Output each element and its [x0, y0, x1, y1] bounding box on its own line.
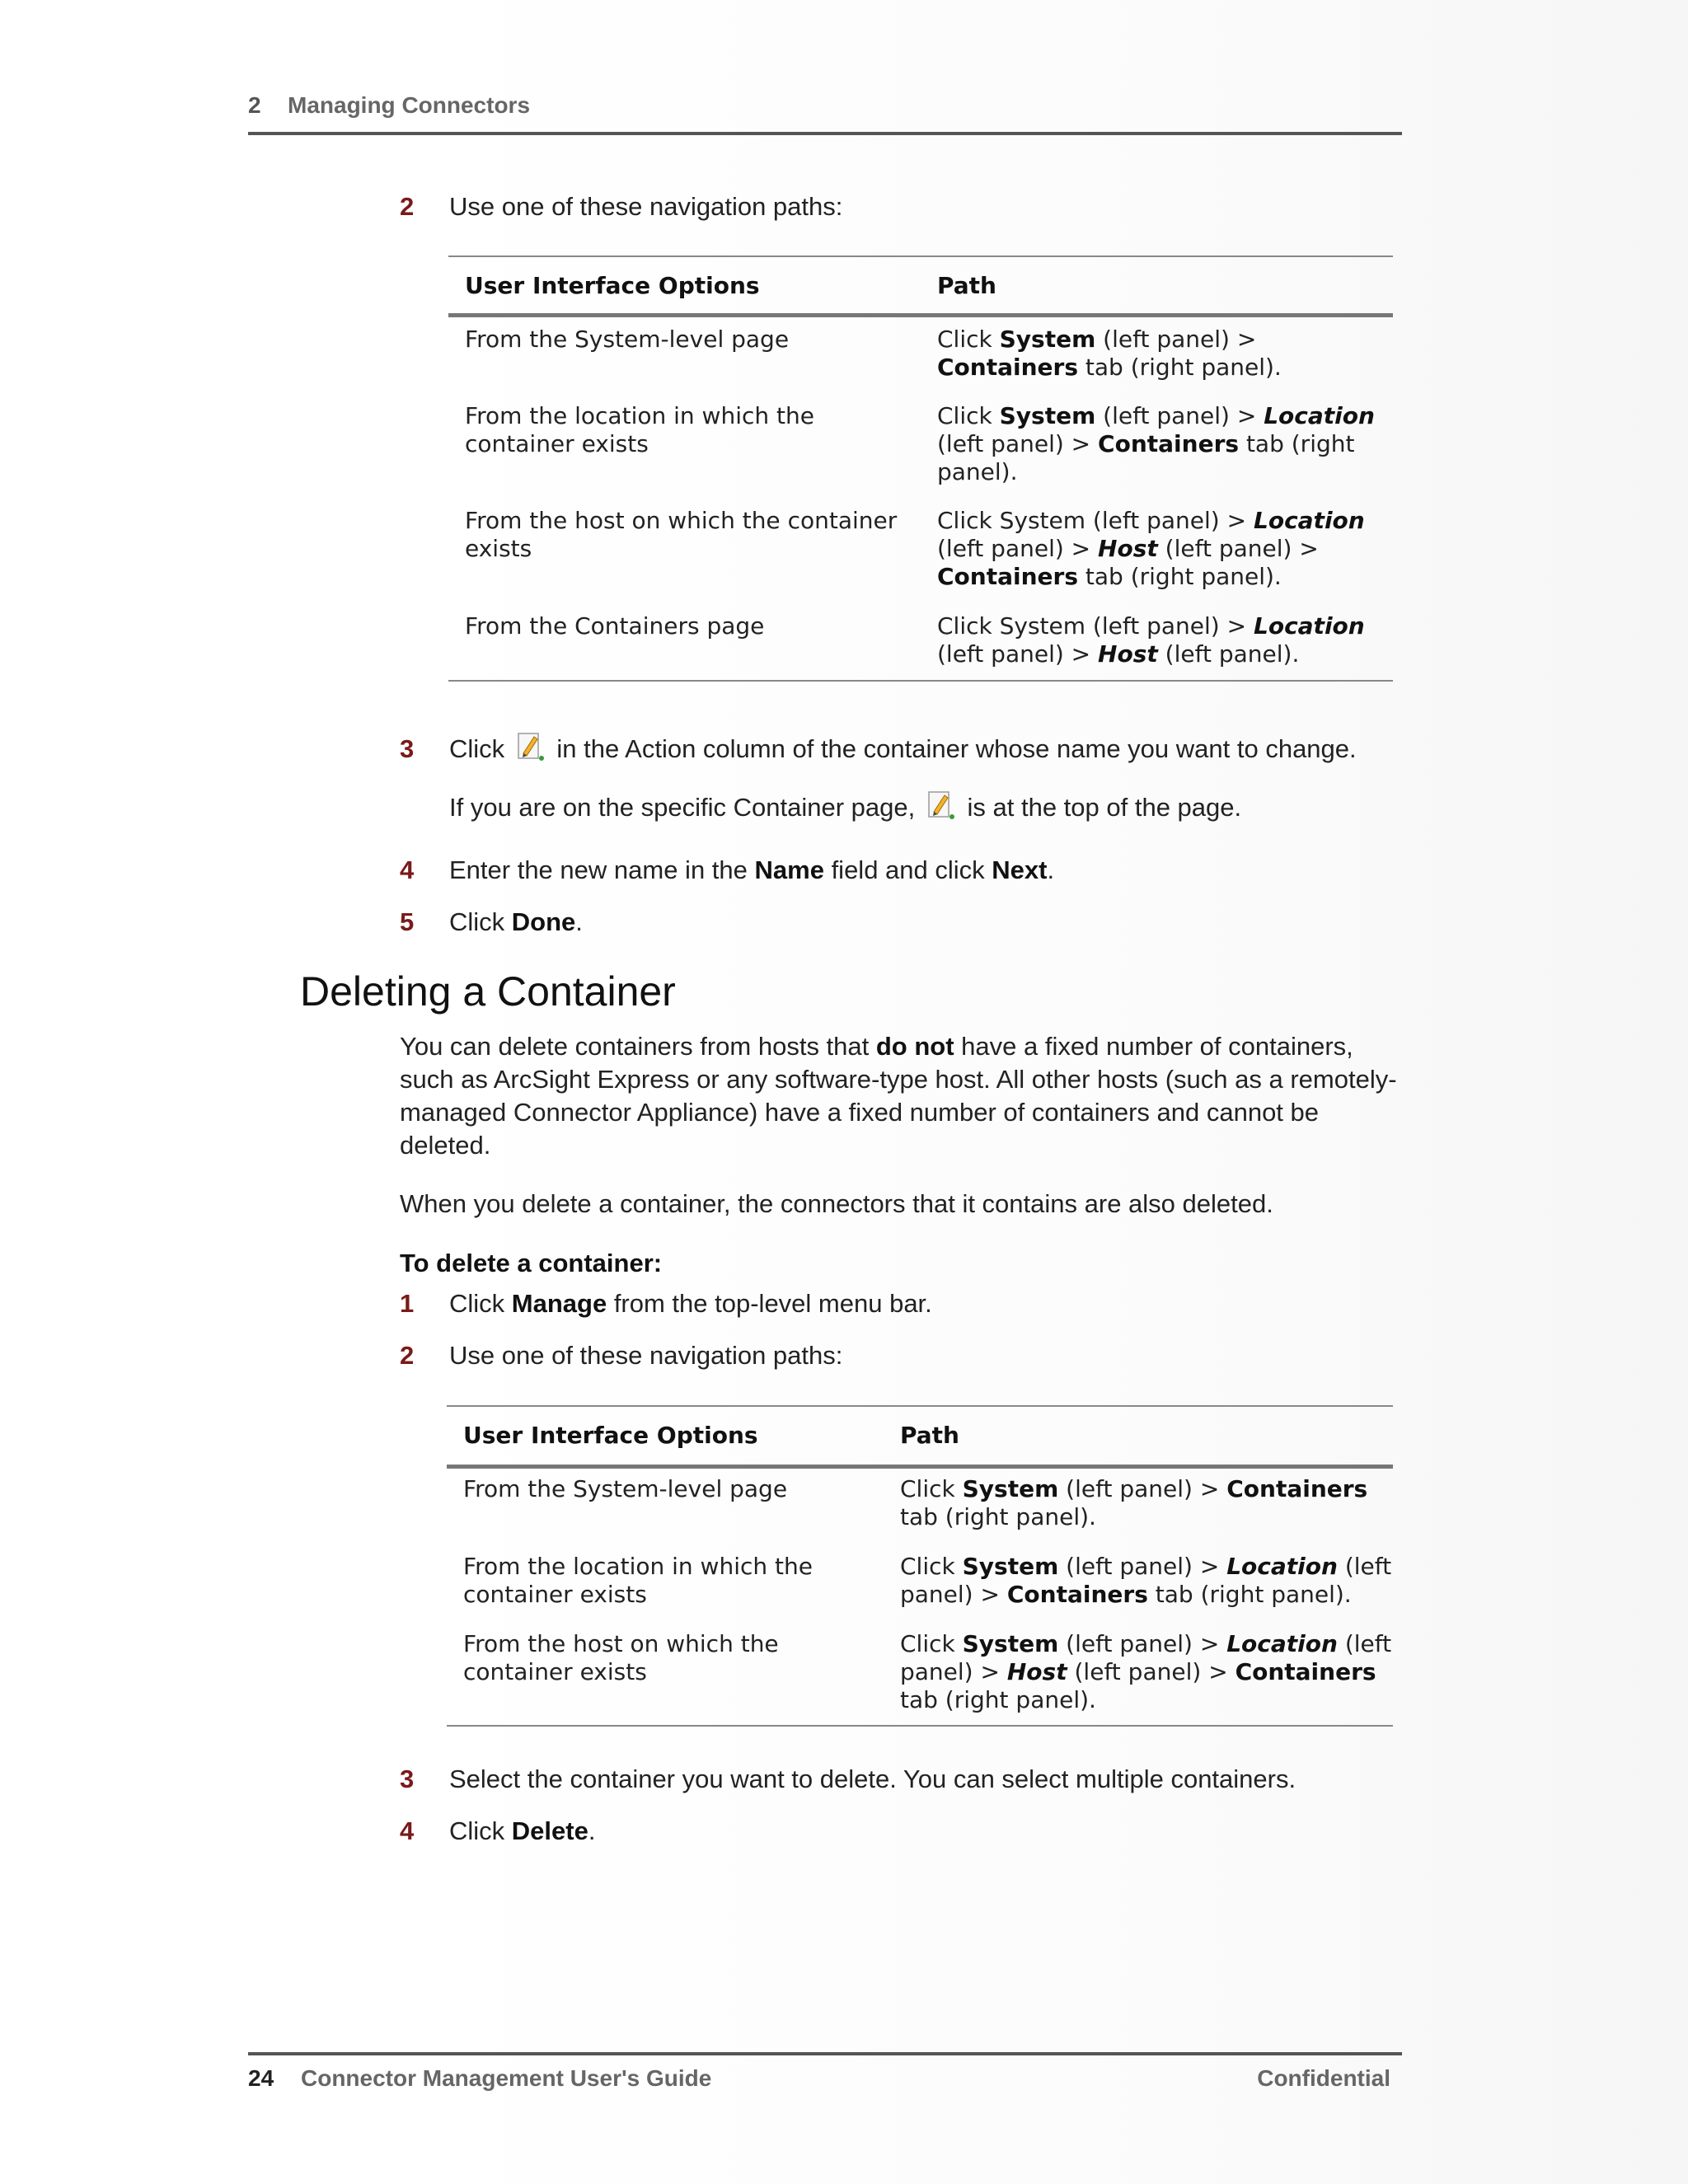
guide-title: Connector Management User's Guide — [301, 2065, 712, 2091]
step-number: 4 — [400, 855, 415, 884]
step-text: Use one of these navigation paths: — [449, 1341, 843, 1370]
table-top-rule — [448, 255, 1393, 257]
step-number: 2 — [400, 1341, 415, 1370]
table-row-3-path: Click System (left panel) > Location (left panel) > Host (left panel) > Containers tab (right panel). — [937, 507, 1365, 590]
step-number: 3 — [400, 1765, 415, 1793]
table-header-path: Path — [900, 1422, 959, 1449]
table-row-1-option: From the System-level page — [463, 1475, 788, 1502]
step-number: 2 — [400, 192, 415, 221]
table-bottom-rule — [448, 680, 1393, 682]
navigation-table-delete — [447, 1405, 1393, 1728]
edit-pencil-icon[interactable] — [927, 790, 955, 822]
navigation-table-rename — [448, 255, 1393, 684]
step-number: 3 — [400, 734, 415, 763]
table-bottom-rule — [447, 1725, 1393, 1727]
table-row-4-path: Click System (left panel) > Location (left panel) > Host (left panel). — [937, 612, 1365, 668]
confidential-label: Confidential — [1257, 2065, 1390, 2091]
chapter-number: 2 — [248, 92, 261, 118]
table-row-3-option: From the host on which the container exists — [463, 1630, 779, 1685]
table-row-1-path: Click System (left panel) > Containers tab (right panel). — [937, 326, 1282, 381]
page-number: 24 — [248, 2065, 274, 2091]
table-header-options: User Interface Options — [463, 1422, 758, 1449]
step-text-post: in the Action column of the container whose name you want to change. — [556, 734, 1357, 763]
step-number: 4 — [400, 1816, 415, 1845]
procedure-heading: To delete a container: — [400, 1249, 663, 1277]
table-top-rule — [447, 1405, 1393, 1407]
running-header — [248, 92, 1402, 135]
table-header-path: Path — [937, 272, 996, 299]
table-row-2-path: Click System (left panel) > Location (left panel) > Containers tab (right panel). — [937, 402, 1375, 485]
table-row-2-option: From the location in which the container exists — [465, 402, 814, 457]
table-row-1-path: Click System (left panel) > Containers tab (right panel). — [900, 1475, 1368, 1530]
step-number: 5 — [400, 907, 415, 936]
section-paragraph-1: You can delete containers from hosts that do not have a fixed number of containers, such as ArcSight Express or any software-type host. All other hosts (such as a remotely-managed Connector Appliance) have a fixed number of containers and cannot be deleted. — [400, 1032, 1397, 1160]
table-row-1-option: From the System-level page — [465, 326, 790, 353]
chapter-title: Managing Connectors — [288, 92, 531, 118]
table-row-4-option: From the Containers page — [465, 612, 765, 640]
table-row-2-option: From the location in which the container exists — [463, 1553, 813, 1608]
table-row-3-option: From the host on which the container exists — [465, 507, 898, 562]
edit-pencil-icon[interactable] — [517, 732, 545, 763]
section-heading: Deleting a Container — [300, 968, 676, 1015]
table-header-rule — [448, 313, 1393, 317]
running-footer — [248, 2052, 1402, 2105]
step-text: Select the container you want to delete. You can select multiple containers. — [449, 1765, 1296, 1793]
table-header-rule — [447, 1465, 1393, 1469]
step-number: 1 — [400, 1289, 415, 1318]
step-text-pre: Click — [449, 734, 505, 763]
note-text-post: is at the top of the page. — [967, 793, 1242, 822]
section-paragraph-2: When you delete a container, the connectors that it contains are also deleted. — [400, 1189, 1273, 1218]
note-text-pre: If you are on the specific Container page, — [449, 793, 916, 822]
table-row-3-path: Click System (left panel) > Location (left panel) > Host (left panel) > Containers tab (right panel). — [900, 1630, 1392, 1713]
table-header-options: User Interface Options — [465, 272, 760, 299]
step-text: Use one of these navigation paths: — [449, 192, 843, 221]
table-row-2-path: Click System (left panel) > Location (left panel) > Containers tab (right panel). — [900, 1553, 1392, 1608]
